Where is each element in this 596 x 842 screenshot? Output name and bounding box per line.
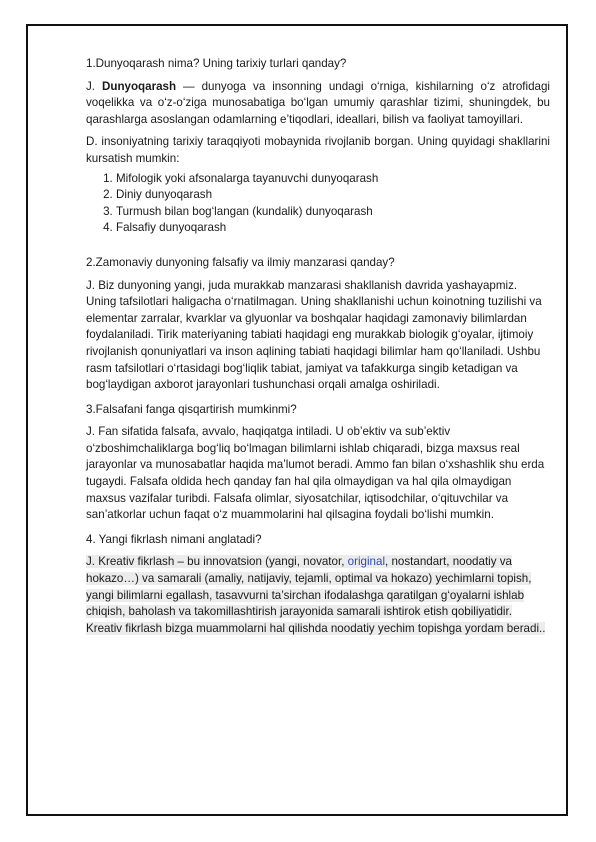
types-intro: D. insoniyatning tarixiy taraqqiyoti mobaynida rivojlanib borgan. Uning quyidagi shakllarini kursatish mumkin: <box>86 135 550 165</box>
question-3-answer: J. Fan sifatida falsafa, avvalo, haqiqatga intiladi. U ob’ektiv va sub’ektiv o‘zboshimchaliklarga bog‘liq bo‘lmagan bilimlarni ishlab chiqaradi, bizga maxsus real jarayonlar va munosabatlar haqida ma’lumot beradi. Ammo fan bilan o‘xshashlik shu erda tugaydi. Falsafa oldida hech qanday fan hal qila olmaydigan va hal qila olmaydigan maxsus vazifalar turibdi. Falsafa olimlar, siyosatchilar, iqtisodchilar, o‘qituvchilar va san’atkorlar uchun faqat o‘z muammolarini hal qilsagina foydali bo‘lishi mumkin. <box>86 425 545 522</box>
answer-prefix: J. <box>86 79 102 93</box>
answer-definition: — dunyoga va insonning undagi o‘rniga, kishilarning o‘z atrofidagi voqelikka va o‘z-o‘ziga munosabatiga bo‘lgan umumiy qarashlar tizimi, shuningdek, bu qarashlarga asoslangan odamlarning e’tiqodlari, ideallari, bilish va faoliyat tamoyillari. <box>86 79 550 126</box>
document-body <box>86 56 550 637</box>
list-item: 3. Turmush bilan bog‘langan (kundalik) dunyoqarash <box>116 204 550 221</box>
question-3-title: 3.Falsafani fanga qisqartirish mumkinmi? <box>86 402 297 416</box>
question-4-title: 4. Yangi fikrlash nimani anglatadi? <box>86 532 262 546</box>
original-link[interactable]: original <box>347 555 386 569</box>
list-item: 4. Falsafiy dunyoqarash <box>116 220 550 237</box>
list-item: 2. Diniy dunyoqarash <box>116 187 550 204</box>
answer-part-b: , nostandart, noodatiy va hokazo…) va samarali (amaliy, natijaviy, tejamli, optimal va hokazo) yechimlarni topish, yangi bilimlarni egallash, tasavvurni ta’sirchan ifodalashga qaratilgan g‘oyalarni ishlab chiqish, baholash va takomillashtirish jarayonida samarali ishtirok etish qobiliyatidir. <box>86 555 532 619</box>
term-dunyoqarash: Dunyoqarash <box>101 79 177 93</box>
answer-summary: Kreativ fikrlash bizga muammolarni hal qilishda noodatiy yechim topishga yordam beradi.. <box>86 621 546 635</box>
question-1-answer <box>86 79 550 129</box>
answer-part-a: J. Kreativ fikrlash – bu innovatsion (yangi, novator, <box>86 555 348 569</box>
question-4-answer-2 <box>86 621 550 638</box>
question-2-title: 2.Zamonaviy dunyoning falsafiy va ilmiy manzarasi qanday? <box>86 255 395 269</box>
question-2-answer: J. Biz dunyoning yangi, juda murakkab manzarasi shakllanish davrida yashayapmiz. Uning tafsilotlari haligacha o‘rnatilmagan. Uning shakllanishi uchun koinotning tuzilishi va elementar zarralar, kvarklar va glyuonlar va boshqalar haqidagi zamonaviy bilimlardan foydalaniladi. Tirik materiyaning tabiati haqidagi eng murakkab biologik g‘oyalar, ijtimoiy rivojlanish qonuniyatlari va inson aqlining tabiati haqidagi bilimlar ham qo‘llaniladi. Ushbu rasm tafsilotlari o‘rtasidagi bog‘liqlik tabiat, jamiyat va tafakkurga singib ketadigan va bog‘laydigan axborot jarayonlari tushunchasi orqali amalga oshiriladi. <box>86 278 542 392</box>
question-4-answer <box>86 554 550 620</box>
worldview-types-list <box>86 171 550 237</box>
question-1-title: 1.Dunyoqarash nima? Uning tarixiy turlari qanday? <box>86 57 347 70</box>
list-item: 1. Mifologik yoki afsonalarga tayanuvchi dunyoqarash <box>116 171 550 188</box>
